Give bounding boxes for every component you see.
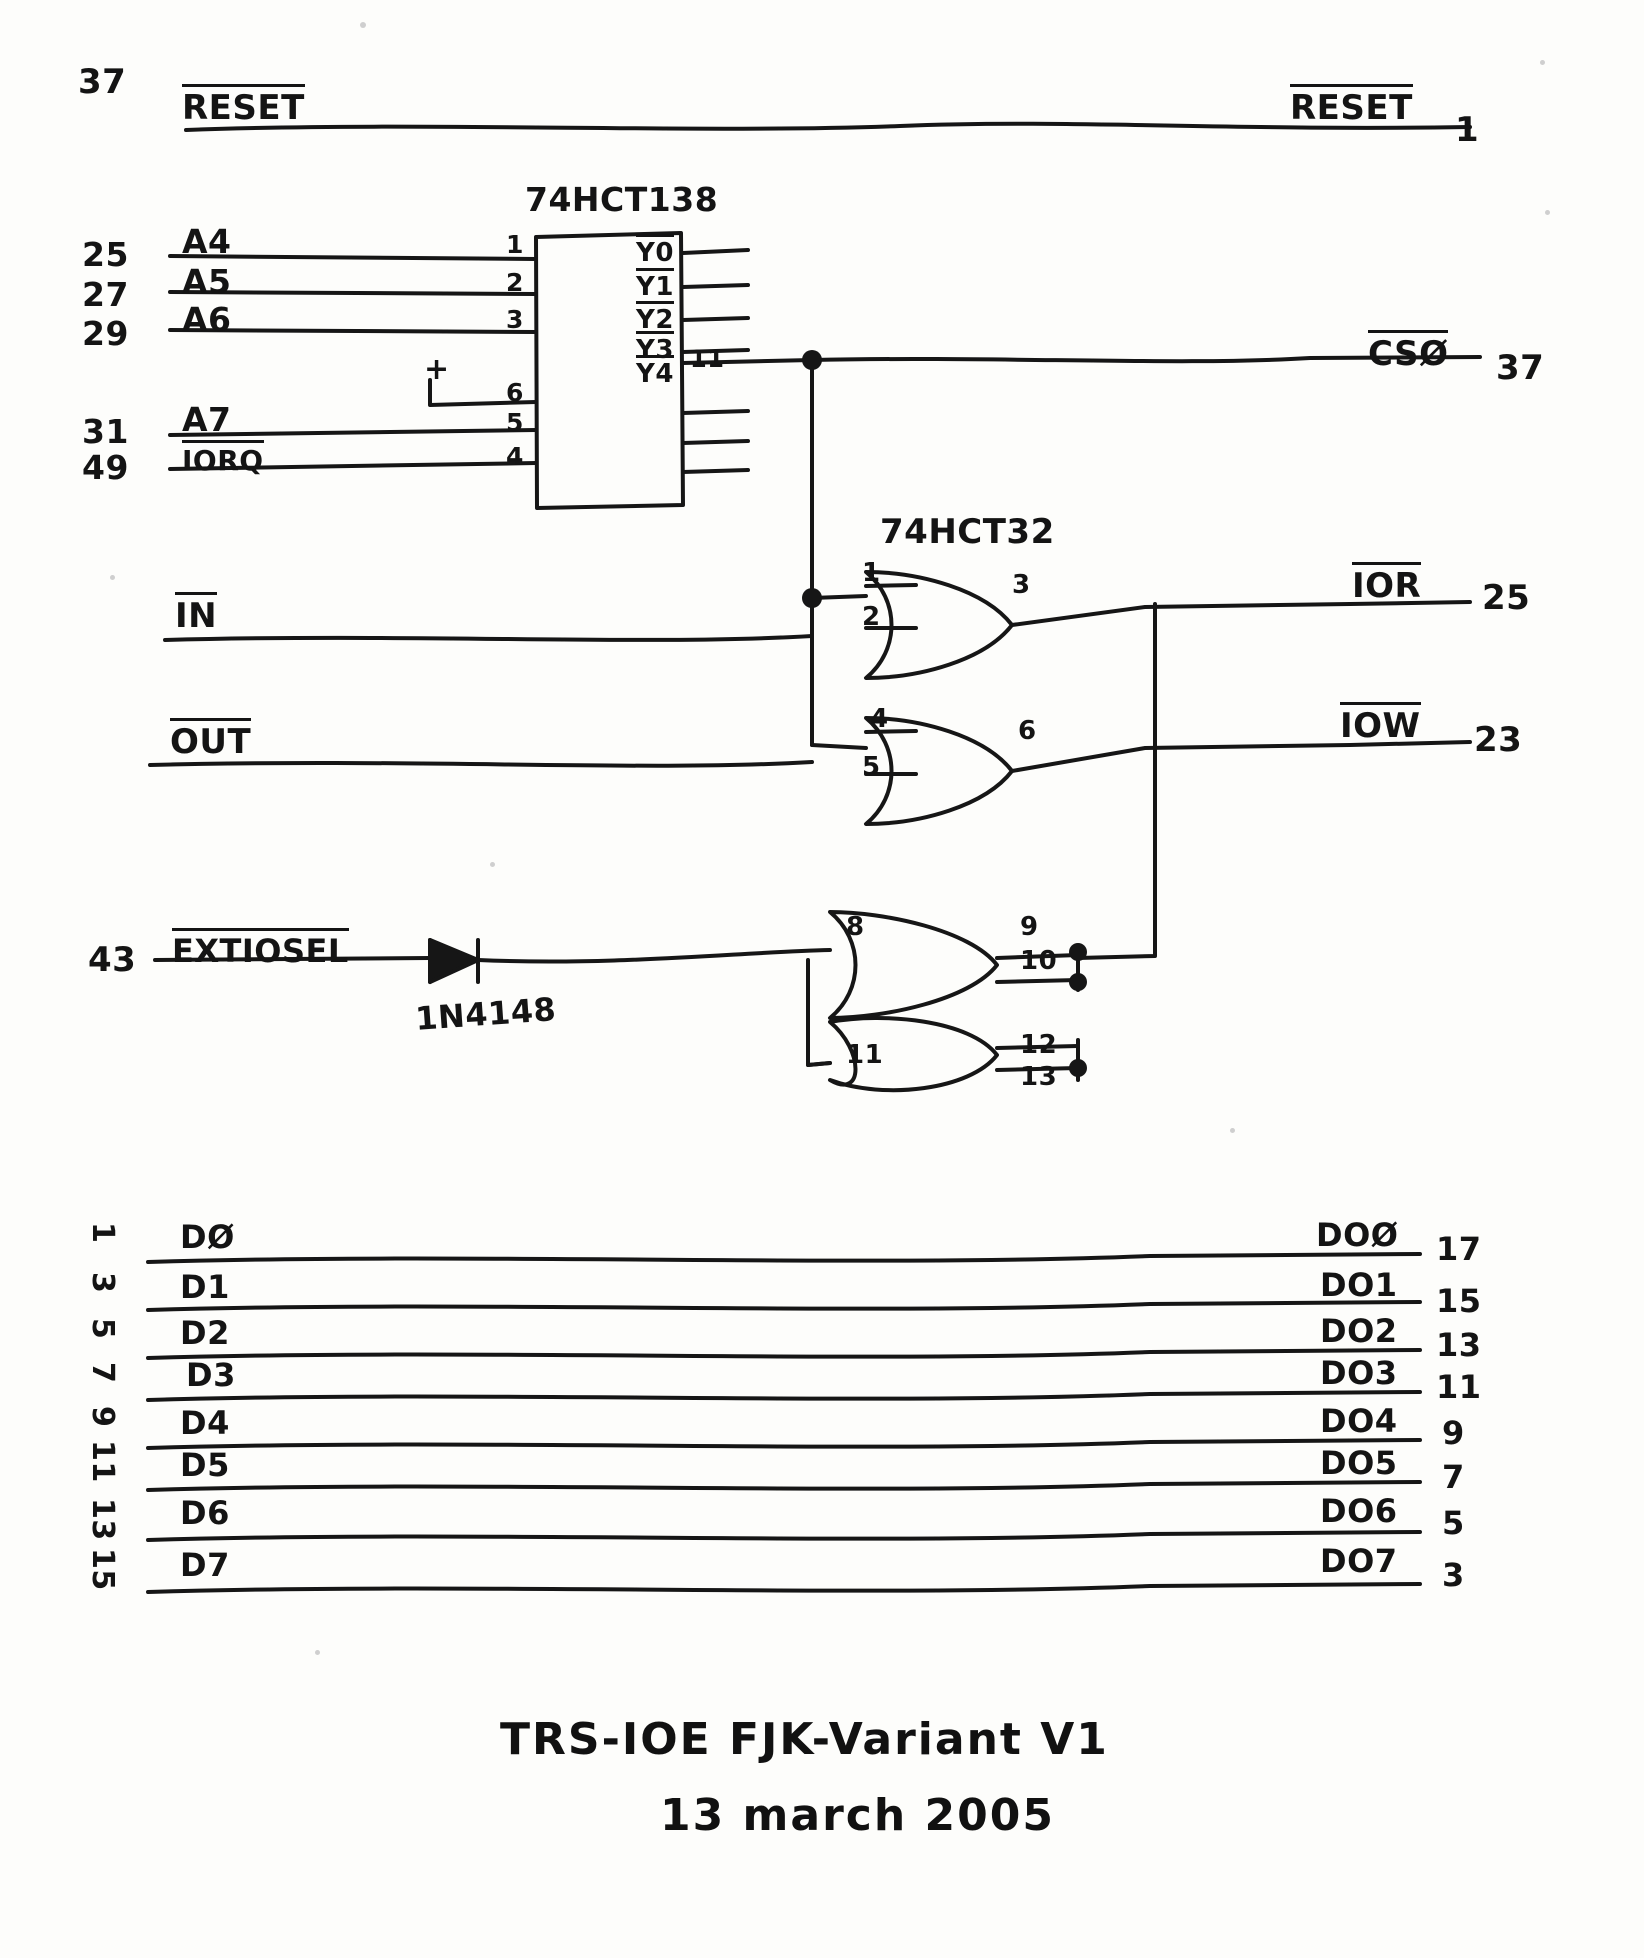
bus-left-pin-13: 13	[85, 1498, 120, 1541]
or1-in-b-pin: 2	[862, 602, 881, 632]
diode-label: 1N4148	[414, 990, 558, 1038]
reset-left-pin: 37	[78, 62, 127, 102]
or1-in-a-pin: 1	[862, 558, 881, 588]
bus-right-pin-15: 15	[1436, 1282, 1482, 1320]
bus-right-signal-do1: DO1	[1320, 1266, 1398, 1304]
decoder-out-y2: Y2	[636, 301, 674, 335]
bus-left-pin-9: 9	[85, 1406, 120, 1428]
bus-right-signal-do2: DO2	[1320, 1312, 1398, 1350]
paper-speck	[1230, 1128, 1235, 1133]
signal-a5: A5	[182, 262, 232, 301]
paper-speck	[1540, 60, 1545, 65]
bus-left-signal-d5: D5	[180, 1446, 230, 1484]
bus-right-pin-13: 13	[1436, 1326, 1482, 1364]
bus-left-signal-d2: D2	[180, 1314, 230, 1352]
or2-out-pin: 6	[1018, 716, 1037, 746]
bus-right-pin-11: 11	[1436, 1368, 1482, 1406]
bus-right-signal-do5: DO5	[1320, 1444, 1398, 1482]
bus-left-signal-d6: D6	[180, 1494, 230, 1532]
iow-label: IOW	[1340, 702, 1421, 746]
in-label: IN	[175, 592, 217, 636]
edge-pin-49: 49	[82, 448, 129, 487]
or4-in-a-pin: 11	[846, 1040, 884, 1070]
bus-left-pin-15: 15	[85, 1548, 120, 1591]
or4-out-pin: 12	[1020, 1030, 1058, 1060]
paper-speck	[1545, 210, 1550, 215]
bus-left-pin-5: 5	[85, 1318, 120, 1340]
bus-right-pin-7: 7	[1442, 1458, 1465, 1496]
decoder-pin-3: 3	[506, 305, 524, 334]
signal-a7: A7	[182, 400, 232, 439]
cs0-label: CSØ	[1368, 330, 1448, 374]
bus-left-signal-d0: DØ	[180, 1218, 235, 1256]
or3-in-a-pin: 8	[846, 912, 865, 942]
signal-iorq: IORQ	[182, 440, 264, 477]
bus-right-pin-3: 3	[1442, 1556, 1465, 1594]
paper-speck	[315, 1650, 320, 1655]
reset-right-pin: 1	[1455, 110, 1480, 150]
cs0-pin: 37	[1496, 348, 1545, 388]
decoder-pin-1: 1	[506, 230, 524, 259]
extiosel-pin: 43	[88, 940, 137, 980]
bus-right-pin-5: 5	[1442, 1504, 1465, 1542]
bus-left-pin-1: 1	[85, 1222, 120, 1244]
bus-right-pin-9: 9	[1442, 1414, 1465, 1452]
bus-right-signal-do3: DO3	[1320, 1354, 1398, 1392]
or2-in-a-pin: 4	[870, 704, 889, 734]
bus-left-signal-d3: D3	[186, 1356, 236, 1394]
or4-extra-pin: 13	[1020, 1062, 1058, 1092]
bus-right-signal-do4: DO4	[1320, 1402, 1398, 1440]
paper-speck	[360, 22, 366, 28]
decoder-out-y4: Y4	[636, 355, 674, 389]
gates-part-label: 74HCT32	[880, 512, 1055, 552]
title-line-1: TRS-IOE FJK-Variant V1	[500, 1714, 1109, 1765]
iow-pin: 23	[1474, 720, 1523, 760]
bus-right-signal-do6: DO6	[1320, 1492, 1398, 1530]
decoder-pin-4: 4	[506, 442, 524, 471]
edge-pin-25: 25	[82, 235, 129, 274]
ior-pin: 25	[1482, 578, 1531, 618]
out-label: OUT	[170, 718, 251, 762]
decoder-out-y1: Y1	[636, 268, 674, 302]
bus-left-pin-3: 3	[85, 1272, 120, 1294]
bus-right-signal-do0: DOØ	[1316, 1216, 1399, 1254]
bus-left-signal-d4: D4	[180, 1404, 230, 1442]
decoder-out-y0: Y0	[636, 234, 674, 268]
or1-out-pin: 3	[1012, 570, 1031, 600]
bus-right-pin-17: 17	[1436, 1230, 1482, 1268]
decoder-part-label: 74HCT138	[525, 180, 719, 219]
title-line-2: 13 march 2005	[660, 1790, 1055, 1841]
ior-label: IOR	[1352, 562, 1421, 606]
bus-left-pin-7: 7	[85, 1362, 120, 1384]
signal-a4: A4	[182, 222, 232, 261]
bus-left-pin-11: 11	[85, 1440, 120, 1483]
vcc-plus-symbol: +	[424, 352, 450, 387]
decoder-out-y3: Y3	[636, 331, 674, 365]
bus-right-signal-do7: DO7	[1320, 1542, 1398, 1580]
bus-left-signal-d1: D1	[180, 1268, 230, 1306]
or3-out-pin: 9	[1020, 912, 1039, 942]
reset-left-label: RESET	[182, 84, 305, 128]
or2-in-b-pin: 5	[862, 752, 881, 782]
extiosel-label: EXTIOSEL	[172, 928, 349, 970]
decoder-pin-5: 5	[506, 408, 524, 437]
decoder-pin-2: 2	[506, 268, 524, 297]
paper-speck	[490, 862, 495, 867]
signal-a6: A6	[182, 300, 232, 339]
edge-pin-31: 31	[82, 412, 129, 451]
reset-right-label: RESET	[1290, 84, 1413, 128]
decoder-pin-6: 6	[506, 378, 524, 407]
paper-speck	[110, 575, 115, 580]
or3-extra-pin: 10	[1020, 946, 1058, 976]
edge-pin-29: 29	[82, 314, 129, 353]
bus-left-signal-d7: D7	[180, 1546, 230, 1584]
edge-pin-27: 27	[82, 275, 129, 314]
decoder-pin-11: 11	[690, 345, 725, 373]
